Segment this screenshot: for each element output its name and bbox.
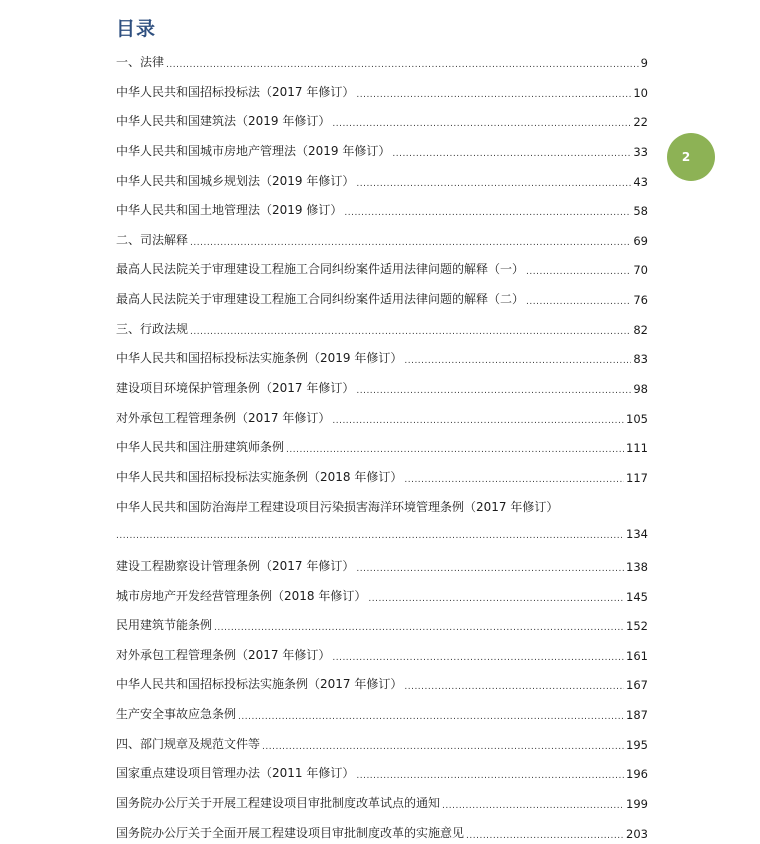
toc-entry[interactable] [116,815,648,844]
dot-leader [166,56,639,70]
toc-entry-page: 187 [626,708,648,723]
dot-leader [332,649,624,663]
toc-entry-page: 70 [633,263,648,278]
dot-leader [332,115,631,129]
toc-entry-page: 161 [626,648,648,663]
dot-leader [356,560,624,574]
dot-leader [368,590,624,604]
toc-entry-title: 中华人民共和国招标投标法（2017 年修订） [116,84,355,99]
toc-entry-page: 111 [626,441,648,456]
toc-entry[interactable] [116,103,648,133]
toc-entry-page: 22 [633,115,648,130]
toc-entry-title: 城市房地产开发经营管理条例（2018 年修订） [116,588,367,603]
toc-entry[interactable] [116,163,648,193]
toc-entry-page: 195 [626,737,648,752]
dot-leader [238,708,624,722]
toc-entry[interactable] [116,74,648,104]
toc-entry-page: 167 [626,678,648,693]
toc-entry-page: 76 [633,293,648,308]
dot-leader [404,471,624,485]
toc-entry-title: 最高人民法院关于审理建设工程施工合同纠纷案件适用法律问题的解释（一） [116,262,525,277]
dot-leader [356,767,624,781]
toc-entry-title: 国家重点建设项目管理办法（2011 年修订） [116,766,355,781]
toc-entry-page: 82 [633,322,648,337]
dot-leader [190,234,631,248]
toc-entry[interactable] [116,637,648,667]
toc-entry[interactable] [116,578,648,608]
toc-entry-page: 10 [633,85,648,100]
toc-entry-page: 43 [633,174,648,189]
dot-leader [526,263,631,277]
toc-entry-title: 中华人民共和国防治海岸工程建设项目污染损害海洋环境管理条例（2017 年修订） [116,499,559,514]
toc-entry-page: 9 [640,56,648,70]
toc-entry-title: 国务院办公厅关于全面开展工程建设项目审批制度改革的实施意见 [116,825,465,840]
toc-entry[interactable] [116,281,648,311]
toc-entry[interactable] [116,785,648,815]
toc-entry-page: 203 [626,826,648,841]
toc-entry-title: 中华人民共和国城市房地产管理法（2019 年修订） [116,143,391,158]
toc-entry-title: 二、司法解释 [116,232,189,247]
dot-leader [356,86,631,100]
dot-leader [442,797,624,811]
toc-entry-page: 145 [626,589,648,604]
toc-entry-title: 中华人民共和国招标投标法实施条例（2019 年修订） [116,351,403,366]
toc-entry[interactable] [116,251,648,281]
toc-entry-title: 生产安全事故应急条例 [116,707,237,722]
dot-leader [526,293,631,307]
dot-leader [190,323,631,337]
toc-entry-title: 中华人民共和国招标投标法实施条例（2018 年修订） [116,469,403,484]
dot-leader [286,441,624,455]
toc-entry[interactable] [116,429,648,459]
toc-entry[interactable] [116,696,648,726]
toc-entry-page: 69 [633,233,648,248]
toc-entry-title: 四、部门规章及规范文件等 [116,736,261,751]
dot-leader [344,204,631,218]
toc-entry[interactable] [116,489,648,548]
toc-entry[interactable] [116,755,648,785]
dot-leader [356,175,631,189]
dot-leader [214,619,624,633]
dot-leader [404,352,631,366]
toc-entry[interactable] [116,459,648,489]
toc-entry-title: 三、行政法规 [116,321,189,336]
dot-leader [332,412,624,426]
toc-entry-title: 国务院办公厅关于开展工程建设项目审批制度改革试点的通知 [116,796,441,811]
toc-entry[interactable] [116,548,648,578]
toc-entry-page: 58 [633,204,648,219]
table-of-contents [116,44,648,844]
dot-leader [392,145,631,159]
toc-entry[interactable] [116,726,648,756]
toc-entry[interactable] [116,666,648,696]
toc-entry-title: 中华人民共和国土地管理法（2019 修订） [116,203,343,218]
dot-leader [356,382,631,396]
toc-entry-title: 中华人民共和国招标投标法实施条例（2017 年修订） [116,677,403,692]
toc-entry[interactable] [116,44,648,74]
toc-entry-page: 33 [633,144,648,159]
toc-entry[interactable] [116,192,648,222]
toc-entry-page: 83 [633,352,648,367]
toc-entry-title: 建设工程勘察设计管理条例（2017 年修订） [116,558,355,573]
toc-entry-page: 152 [626,619,648,634]
toc-entry-title: 最高人民法院关于审理建设工程施工合同纠纷案件适用法律问题的解释（二） [116,292,525,307]
toc-entry-page: 98 [633,382,648,397]
page-number-badge: 2 [667,133,715,181]
toc-entry-title: 对外承包工程管理条例（2017 年修订） [116,410,331,425]
toc-entry[interactable] [116,311,648,341]
toc-entry[interactable] [116,340,648,370]
toc-entry-title: 对外承包工程管理条例（2017 年修订） [116,647,331,662]
toc-entry[interactable] [116,222,648,252]
dot-leader [116,527,624,541]
dot-leader [404,678,624,692]
dot-leader [262,738,624,752]
toc-entry[interactable] [116,607,648,637]
page-title: 目录 [116,18,157,40]
toc-entry[interactable] [116,133,648,163]
toc-entry-title: 中华人民共和国建筑法（2019 年修订） [116,114,331,129]
toc-entry-title: 建设项目环境保护管理条例（2017 年修订） [116,381,355,396]
toc-entry-title: 一、法律 [116,55,165,69]
toc-entry[interactable] [116,370,648,400]
toc-entry-title: 民用建筑节能条例 [116,618,213,633]
toc-entry-page: 117 [626,470,648,485]
toc-entry-page: 199 [626,797,648,812]
toc-entry-title: 中华人民共和国城乡规划法（2019 年修订） [116,173,355,188]
toc-entry-page: 138 [626,559,648,574]
toc-entry-page: 105 [626,411,648,426]
toc-entry-page: 134 [626,526,648,541]
toc-entry-page: 196 [626,767,648,782]
toc-entry[interactable] [116,400,648,430]
toc-entry-title: 中华人民共和国注册建筑师条例 [116,440,285,455]
